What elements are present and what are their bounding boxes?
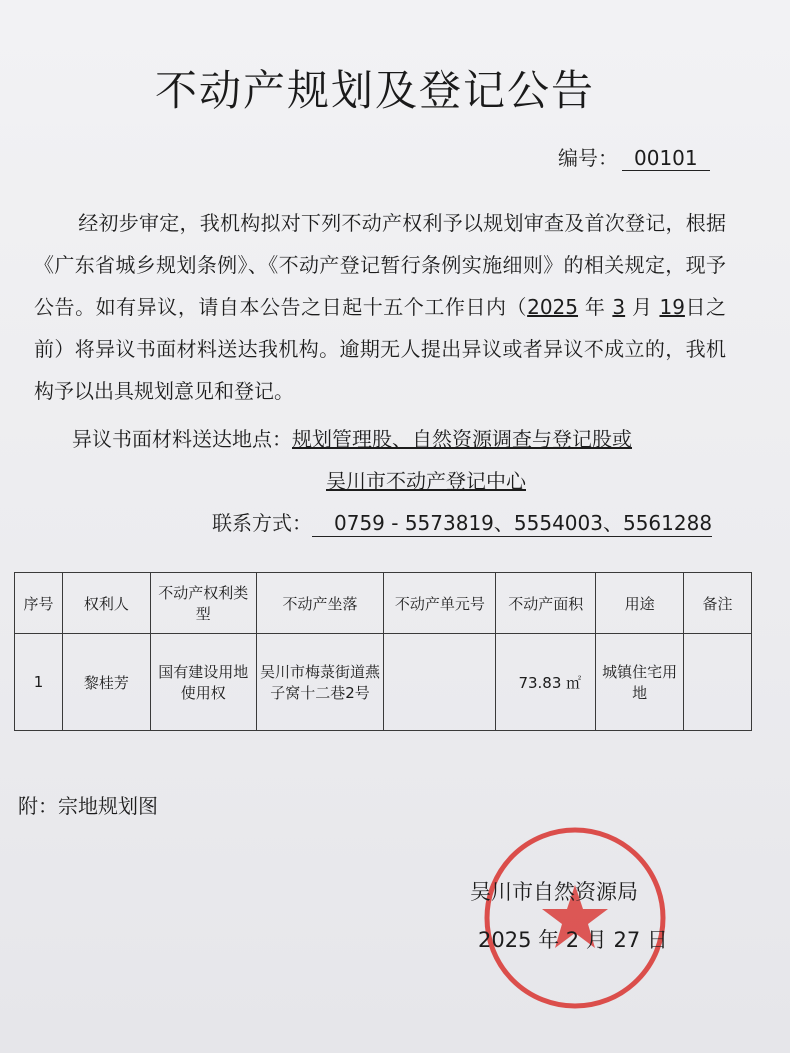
- cell-unit-number: [384, 634, 496, 731]
- address-line-2: 吴川市不动产登记中心: [326, 469, 526, 493]
- col-header-remarks: 备注: [684, 573, 752, 634]
- contact-phones: 0759 - 5573819、5554003、5561288: [312, 510, 712, 537]
- contact-label: 联系方式：: [212, 511, 312, 535]
- serial-value: 00101: [622, 146, 710, 171]
- deadline-month: 3: [612, 295, 626, 319]
- serial-label: 编号：: [558, 146, 618, 170]
- col-header-location: 不动产坐落: [256, 573, 384, 634]
- address-line-1: 规划管理股、自然资源调查与登记股或: [292, 427, 632, 451]
- cell-index: 1: [15, 634, 63, 731]
- table-row: [15, 634, 752, 731]
- col-header-unit-number: 不动产单元号: [384, 573, 496, 634]
- address-label: 异议书面材料送达地点：: [72, 427, 292, 451]
- col-header-owner: 权利人: [62, 573, 150, 634]
- deadline-year: 2025: [527, 295, 579, 319]
- page-title: 不动产规划及登记公告: [154, 66, 595, 115]
- cell-usage: 城镇住宅用地: [596, 634, 684, 731]
- col-header-index: 序号: [15, 573, 63, 634]
- body-text-2: 日之前）将异议书面材料送达我机构。逾期无人提出异议或者异议不成立的，我机构予以出具规划意见和登记。: [34, 295, 727, 403]
- official-seal: [480, 823, 670, 1013]
- cell-area: 73.83 ㎡: [496, 634, 596, 731]
- col-header-usage: 用途: [596, 573, 684, 634]
- body-text-1: 经初步审定，我机构拟对下列不动产权利予以规划审查及首次登记，根据《广东省城乡规划条例》、《不动产登记暂行条例实施细则》的相关规定，现予公告。如有异议，请自本公告之日起十五个工作日内（: [34, 211, 726, 319]
- month-unit: 月: [625, 295, 660, 319]
- issue-date: 2025 年 2 月 27 日: [478, 928, 668, 952]
- year-unit: 年: [578, 295, 613, 319]
- objection-address: [72, 418, 632, 460]
- col-header-right-type: 不动产权利类型: [150, 573, 256, 634]
- objection-address-cont: [326, 460, 526, 502]
- notice-body: [34, 202, 726, 412]
- serial-number: [558, 142, 710, 171]
- issuing-organization: 吴川市自然资源局: [470, 880, 638, 904]
- deadline-day: 19: [659, 295, 685, 319]
- cell-location: 吴川市梅菉街道燕子窝十二巷2号: [256, 634, 384, 731]
- cell-remarks: [684, 634, 752, 731]
- table-header-row: [15, 573, 752, 634]
- property-table: [14, 572, 752, 731]
- contact-info: [212, 502, 712, 544]
- col-header-area: 不动产面积: [496, 573, 596, 634]
- attachment-note: 附：宗地规划图: [18, 794, 158, 818]
- cell-right-type: 国有建设用地使用权: [150, 634, 256, 731]
- cell-owner: 黎桂芳: [62, 634, 150, 731]
